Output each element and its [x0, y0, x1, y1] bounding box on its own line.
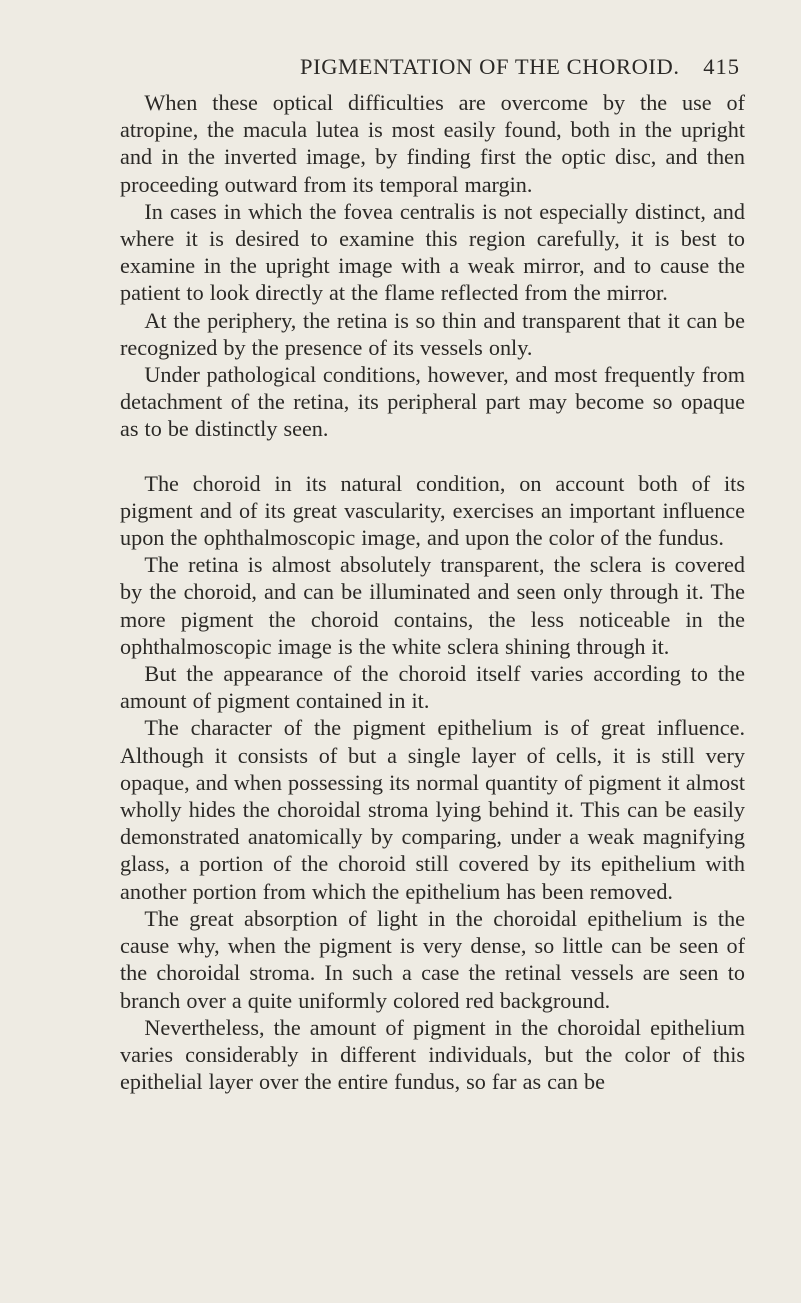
paragraph: The character of the pigment epithelium is of great influence. Although it consists of but a single layer of cells, it is still very opaque, and when possessing its normal quantity of pigment it almost wholly hides the choroidal stroma lying behind it. This can be easily demonstrated anatomically by comparing, under a weak magnifying glass, a portion of the choroid still covered by its epithelium with another portion from which the epithelium has been removed.: [120, 715, 745, 904]
paragraph: Under pathological conditions, however, and most frequently from detachment of the retina, its peripheral part may become so opaque as to be distinctly seen.: [120, 362, 745, 442]
body-text: [120, 89, 745, 1095]
page-number: 415: [703, 54, 740, 79]
paragraph: The choroid in its natural condition, on account both of its pigment and of its great vascularity, exercises an important influence upon the ophthalmoscopic image, and upon the color of the fundus.: [120, 470, 745, 551]
paragraph: The great absorption of light in the choroidal epithelium is the cause why, when the pigment is very dense, so little can be seen of the choroidal stroma. In such a case the retinal vessels are seen to branch over a quite uniformly colored red background.: [120, 905, 745, 1013]
paragraph: Nevertheless, the amount of pigment in the choroidal epithelium varies considerably in different individuals, but the color of this epithelial layer over the entire fundus, so far as can be: [120, 1014, 745, 1095]
running-head: [300, 50, 740, 84]
paragraph: But the appearance of the choroid itself varies according to the amount of pigment contained in it.: [120, 661, 745, 714]
paragraph: When these optical difficulties are overcome by the use of atropine, the macula lutea is most easily found, both in the upright and in the inverted image, by finding first the optic disc, and then proceeding outward from its temporal margin.: [120, 90, 745, 197]
paragraph: At the periphery, the retina is so thin and transparent that it can be recognized by the presence of its vessels only.: [120, 307, 745, 360]
running-title: PIGMENTATION OF THE CHOROID.: [300, 54, 680, 79]
paragraph: The retina is almost absolutely transparent, the sclera is covered by the choroid, and can be illuminated and seen only through it. The more pigment the choroid contains, the less noticeable in the ophthalmoscopic image is the white sclera shining through it.: [120, 552, 745, 659]
paragraph: In cases in which the fovea centralis is not especially distinct, and where it is desired to examine this region carefully, it is best to examine in the upright image with a weak mirror, and to cause the patient to look directly at the flame reflected from the mirror.: [120, 198, 745, 306]
